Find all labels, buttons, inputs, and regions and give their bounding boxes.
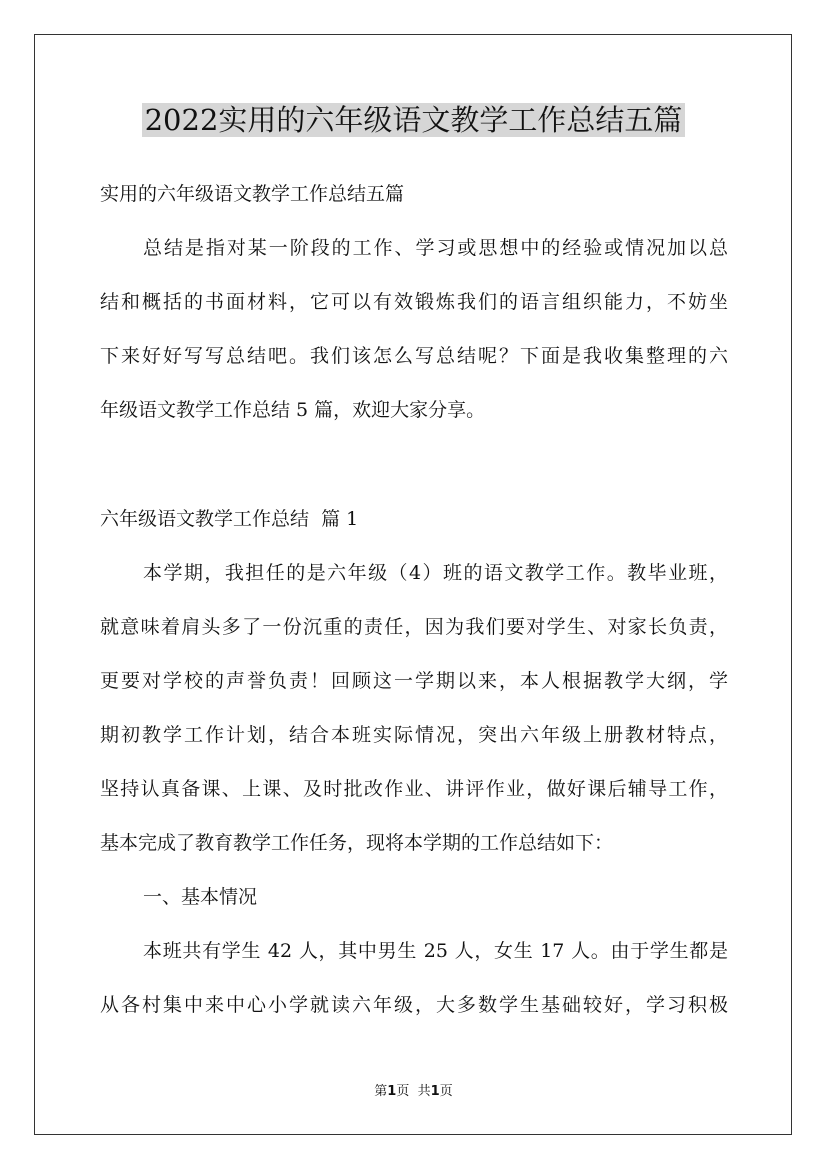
subheading: 一、基本情况: [143, 886, 258, 908]
footer-total-number: 1: [430, 1084, 440, 1099]
body2-line-2: 从各村集中来中心小学就读六年级，大多数学生基础较好，学习积极: [100, 994, 728, 1016]
document-title-text: 2022实用的六年级语文教学工作总结五篇: [142, 103, 686, 137]
footer-total-prefix: 共: [417, 1084, 431, 1099]
intro-line-4: 年级语文教学工作总结 5 篇，欢迎大家分享。: [100, 399, 486, 421]
body-line-5: 坚持认真备课、上课、及时批改作业、讲评作业，做好课后辅导工作，: [100, 778, 728, 800]
footer-page-prefix: 第: [374, 1084, 388, 1099]
body-line-1: 本学期，我担任的是六年级（4）班的语文教学工作。教毕业班，: [143, 562, 728, 584]
page-footer: [0, 1084, 827, 1100]
footer-page-number: 1: [387, 1084, 397, 1099]
footer-page-suffix: 页: [396, 1084, 410, 1099]
document-title: [0, 100, 827, 140]
body-line-6: 基本完成了教育教学工作任务，现将本学期的工作总结如下：: [100, 832, 614, 854]
body2-line-1: 本班共有学生 42 人，其中男生 25 人，女生 17 人。由于学生都是: [143, 940, 728, 962]
intro-line-2: 结和概括的书面材料，它可以有效锻炼我们的语言组织能力，不妨坐: [100, 291, 728, 313]
body-line-3: 更要对学校的声誉负责！回顾这一学期以来，本人根据教学大纲，学: [100, 670, 728, 692]
body-line-2: 就意味着肩头多了一份沉重的责任，因为我们要对学生、对家长负责，: [100, 616, 728, 638]
intro-line-1: 总结是指对某一阶段的工作、学习或思想中的经验或情况加以总: [143, 237, 728, 259]
document-subtitle: 实用的六年级语文教学工作总结五篇: [100, 183, 405, 205]
footer-total-suffix: 页: [439, 1084, 453, 1099]
section-heading: 六年级语文教学工作总结 篇 1: [100, 508, 359, 530]
body-line-4: 期初教学工作计划，结合本班实际情况，突出六年级上册教材特点，: [100, 724, 728, 746]
intro-line-3: 下来好好写写总结吧。我们该怎么写总结呢？下面是我收集整理的六: [100, 345, 728, 367]
